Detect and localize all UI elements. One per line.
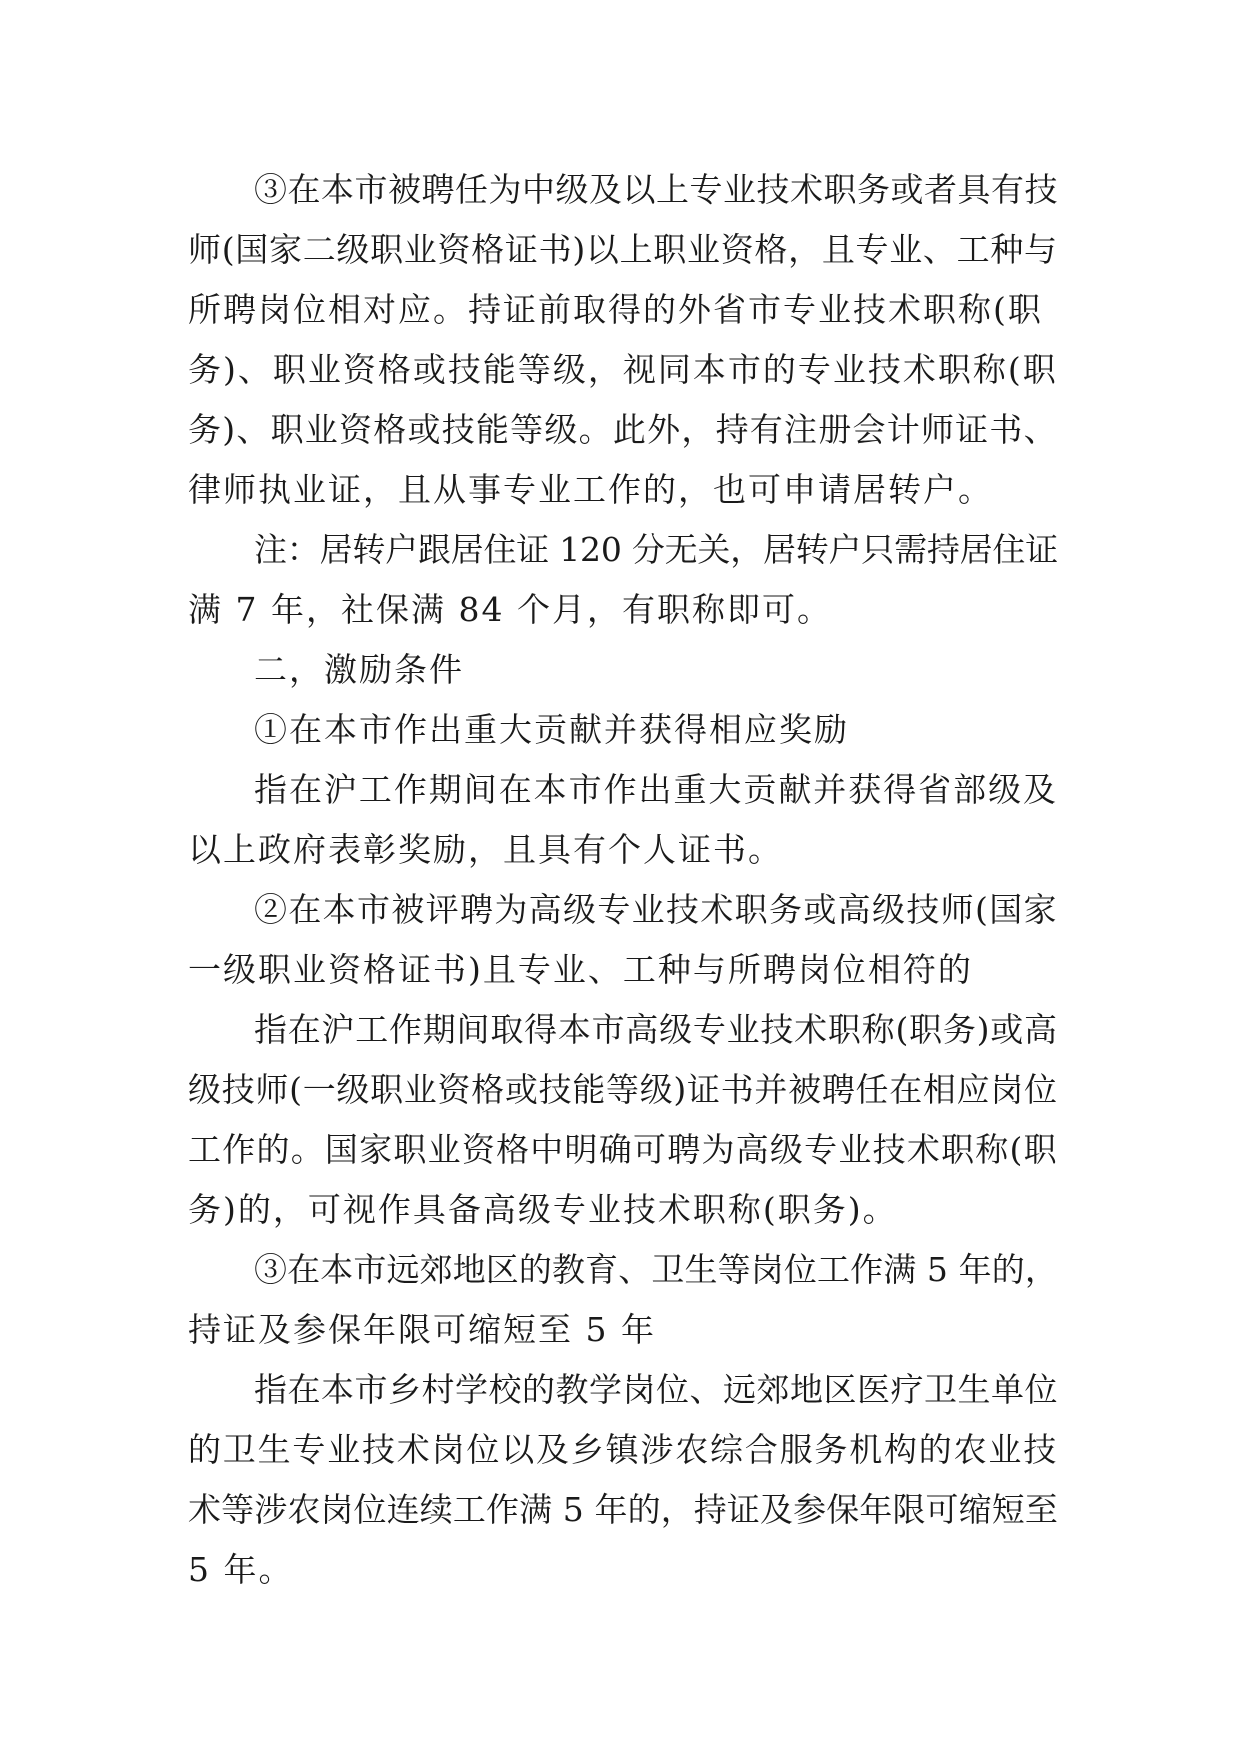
- text-line: 指在沪工作期间取得本市高级专业技术职称(职务)或高: [254, 1010, 1058, 1049]
- text-line: ③在本市被聘任为中级及以上专业技术职务或者具有技: [254, 170, 1058, 209]
- text-line: 级技师(一级职业资格或技能等级)证书并被聘任在相应岗位: [188, 1070, 1058, 1109]
- text-line: 注：居转户跟居住证 120 分无关，居转户只需持居住证: [254, 530, 1058, 569]
- text-line: 所聘岗位相对应。持证前取得的外省市专业技术职称(职: [188, 290, 1043, 329]
- text-line: 持证及参保年限可缩短至 5 年: [188, 1310, 656, 1349]
- text-line: 指在沪工作期间在本市作出重大贡献并获得省部级及: [254, 770, 1058, 809]
- text-line: ①在本市作出重大贡献并获得相应奖励: [254, 710, 849, 749]
- text-line: 5 年。: [188, 1550, 294, 1589]
- text-line: 律师执业证，且从事专业工作的，也可申请居转户。: [188, 470, 993, 509]
- text-line: 的卫生专业技术岗位以及乡镇涉农综合服务机构的农业技: [188, 1430, 1058, 1469]
- text-line: 术等涉农岗位连续工作满 5 年的，持证及参保年限可缩短至: [188, 1490, 1058, 1529]
- text-line: 一级职业资格证书)且专业、工种与所聘岗位相符的: [188, 950, 973, 989]
- text-line: 务)的，可视作具备高级专业技术职称(职务)。: [188, 1190, 898, 1229]
- text-line: ③在本市远郊地区的教育、卫生等岗位工作满 5 年的，: [254, 1250, 1058, 1289]
- text-line: 二，激励条件: [254, 650, 464, 689]
- text-line: 务)、职业资格或技能等级。此外，持有注册会计师证书、: [188, 410, 1058, 449]
- text-line: 以上政府表彰奖励，且具有个人证书。: [188, 830, 783, 869]
- text-line: 师(国家二级职业资格证书)以上职业资格，且专业、工种与: [188, 230, 1058, 269]
- text-line: 满 7 年，社保满 84 个月，有职称即可。: [188, 590, 832, 629]
- text-line: ②在本市被评聘为高级专业技术职务或高级技师(国家: [254, 890, 1058, 929]
- text-line: 务)、职业资格或技能等级，视同本市的专业技术职称(职: [188, 350, 1058, 389]
- text-line: 指在本市乡村学校的教学岗位、远郊地区医疗卫生单位: [254, 1370, 1058, 1409]
- text-line: 工作的。国家职业资格中明确可聘为高级专业技术职称(职: [188, 1130, 1058, 1169]
- document-body: [188, 160, 1058, 1600]
